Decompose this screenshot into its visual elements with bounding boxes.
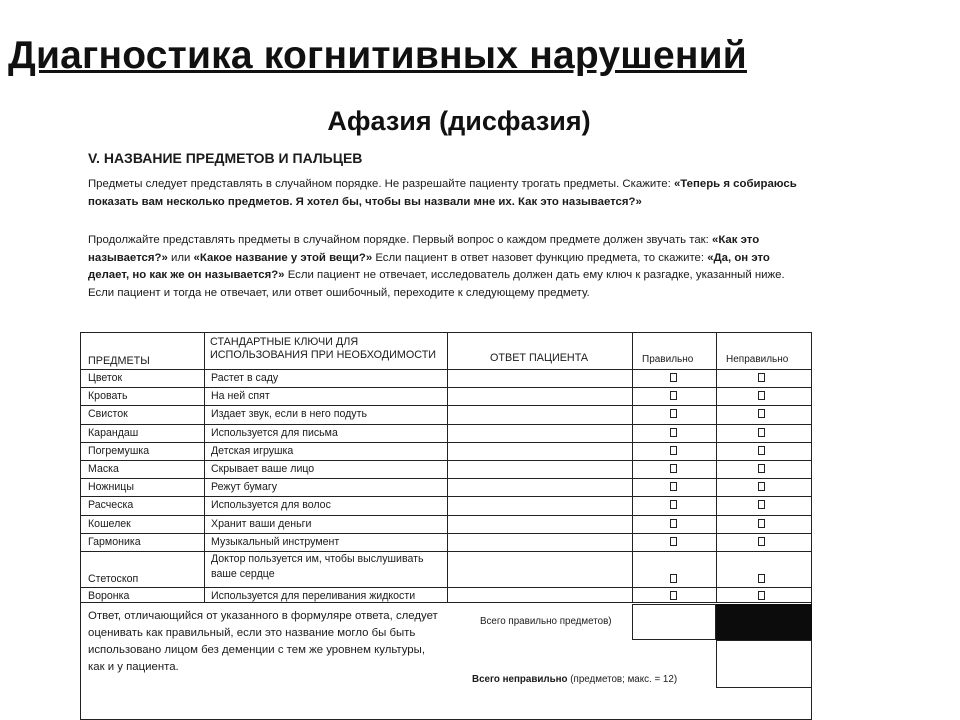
incorrect-checkbox[interactable] xyxy=(758,574,765,583)
incorrect-checkbox[interactable] xyxy=(758,373,765,382)
item-key: Используется для волос xyxy=(211,499,331,512)
correct-checkbox[interactable] xyxy=(670,591,677,600)
incorrect-checkbox[interactable] xyxy=(758,537,765,546)
table-row xyxy=(80,478,632,496)
instructions-2-quote-b: «Какое название у этой вещи?» xyxy=(193,251,373,264)
item-name: Гармоника xyxy=(88,535,141,548)
incorrect-checkbox[interactable] xyxy=(758,428,765,437)
total-incorrect-label xyxy=(472,674,677,685)
item-key: Хранит ваши деньги xyxy=(211,517,312,530)
table-row xyxy=(80,369,632,387)
correct-checkbox[interactable] xyxy=(670,464,677,473)
col-divider-answer xyxy=(632,332,633,602)
correct-checkbox[interactable] xyxy=(670,482,677,491)
incorrect-checkbox[interactable] xyxy=(758,482,765,491)
col-divider-correct xyxy=(716,332,717,602)
total-correct-shaded-box xyxy=(716,604,812,640)
slide-subtitle: Афазия (дисфазия) xyxy=(327,106,591,136)
incorrect-checkbox[interactable] xyxy=(758,519,765,528)
item-name: Стетоскоп xyxy=(88,573,139,586)
footer-note: Ответ, отличающийся от указанного в формуляре ответа, следует оценивать как правильный, если это название могло бы быть использовано лицом без деменции с тем же уровнем культуры, как и у пациента. xyxy=(88,610,438,673)
incorrect-checkbox[interactable] xyxy=(758,591,765,600)
instructions-2-quote-a: «Как это называется?» xyxy=(88,234,760,264)
item-key: Издает звук, если в него подуть xyxy=(211,408,367,421)
table-row xyxy=(80,587,632,605)
item-name: Карандаш xyxy=(88,426,139,439)
header-incorrect: Неправильно xyxy=(726,354,789,365)
total-correct-box xyxy=(632,604,716,640)
table-row xyxy=(80,405,632,423)
item-key: Музыкальный инструмент xyxy=(211,535,340,548)
item-key: Скрывает ваше лицо xyxy=(211,463,315,475)
correct-checkbox[interactable] xyxy=(670,409,677,418)
total-incorrect-box xyxy=(716,640,812,688)
scanned-form xyxy=(80,146,812,720)
correct-checkbox[interactable] xyxy=(670,574,677,583)
item-name: Кровать xyxy=(88,390,128,403)
header-items: ПРЕДМЕТЫ xyxy=(88,355,150,367)
item-name: Погремушка xyxy=(88,444,150,457)
correct-checkbox[interactable] xyxy=(670,391,677,400)
item-key: Используется для переливания жидкости xyxy=(211,590,416,603)
table-row xyxy=(80,551,632,587)
table-row xyxy=(80,387,632,405)
total-correct-label: Всего правильно предметов) xyxy=(480,616,612,627)
item-key: На ней спят xyxy=(211,390,270,403)
header-keys: СТАНДАРТНЫЕ КЛЮЧИ ДЛЯ ИСПОЛЬЗОВАНИЯ ПРИ НЕОБХОДИМОСТИ xyxy=(210,336,437,361)
correct-checkbox[interactable] xyxy=(670,446,677,455)
instructions-paragraph-1 xyxy=(88,176,804,211)
instructions-2-quote-c: «Да, он это делает, но как же он называется?» xyxy=(88,251,770,281)
table-row xyxy=(80,442,632,460)
item-name: Расческа xyxy=(88,499,134,512)
instructions-2-text-e: Если пациент в ответ назовет функцию предмета, то скажите: xyxy=(372,251,708,264)
item-key: Детская игрушка xyxy=(211,444,294,457)
correct-checkbox[interactable] xyxy=(670,519,677,528)
table-row xyxy=(80,424,632,442)
item-key: Режут бумагу xyxy=(211,481,278,494)
incorrect-checkbox[interactable] xyxy=(758,446,765,455)
correct-checkbox[interactable] xyxy=(670,537,677,546)
instructions-paragraph-2 xyxy=(88,232,804,302)
total-incorrect-bold: Всего неправильно xyxy=(472,674,568,685)
instructions-2-text-a: Продолжайте представлять предметы в случайном порядке. Первый вопрос о каждом предмете должен звучать так: xyxy=(88,234,712,246)
incorrect-checkbox[interactable] xyxy=(758,409,765,418)
header-correct: Правильно xyxy=(642,354,694,365)
header-answer: ОТВЕТ ПАЦИЕНТА xyxy=(490,352,589,364)
item-key: Растет в саду xyxy=(211,372,279,384)
incorrect-checkbox[interactable] xyxy=(758,464,765,473)
incorrect-checkbox[interactable] xyxy=(758,500,765,509)
item-name: Кошелек xyxy=(88,517,131,530)
slide-title: Диагностика когнитивных нарушений xyxy=(8,34,747,77)
item-key: Используется для письма xyxy=(211,426,338,439)
item-name: Маска xyxy=(88,463,119,475)
table-row xyxy=(80,496,632,514)
item-name: Воронка xyxy=(88,590,130,603)
table-row xyxy=(80,533,632,551)
table-row xyxy=(80,460,632,478)
correct-checkbox[interactable] xyxy=(670,428,677,437)
correct-checkbox[interactable] xyxy=(670,500,677,509)
item-name: Свисток xyxy=(88,408,128,421)
instructions-1-quote: «Теперь я собираюсь показать вам несколько предметов. Я хотел бы, чтобы вы назвали мне их. Как это называется?» xyxy=(88,178,797,208)
correct-checkbox[interactable] xyxy=(670,373,677,382)
instructions-2-text-g: Если пациент не отвечает, исследователь должен дать ему ключ к разгадке, указанный ниже. Если пациент и тогда не отвечает, или ответ ошибочный, переходите к следующему предмету. xyxy=(88,269,785,299)
instructions-1-text: Предметы следует представлять в случайном порядке. Не разрешайте пациенту трогать предметы. Скажите: xyxy=(88,178,674,190)
total-incorrect-rest: (предметов; макс. = 12) xyxy=(567,674,678,685)
table-row xyxy=(80,515,632,533)
item-name: Ножницы xyxy=(88,481,134,494)
item-name: Цветок xyxy=(88,372,123,384)
section-title: V. НАЗВАНИЕ ПРЕДМЕТОВ И ПАЛЬЦЕВ xyxy=(88,150,363,166)
instructions-2-text-c: или xyxy=(167,251,194,264)
item-key: Доктор пользуется им, чтобы выслушивать ваше сердце xyxy=(211,553,424,580)
incorrect-checkbox[interactable] xyxy=(758,391,765,400)
